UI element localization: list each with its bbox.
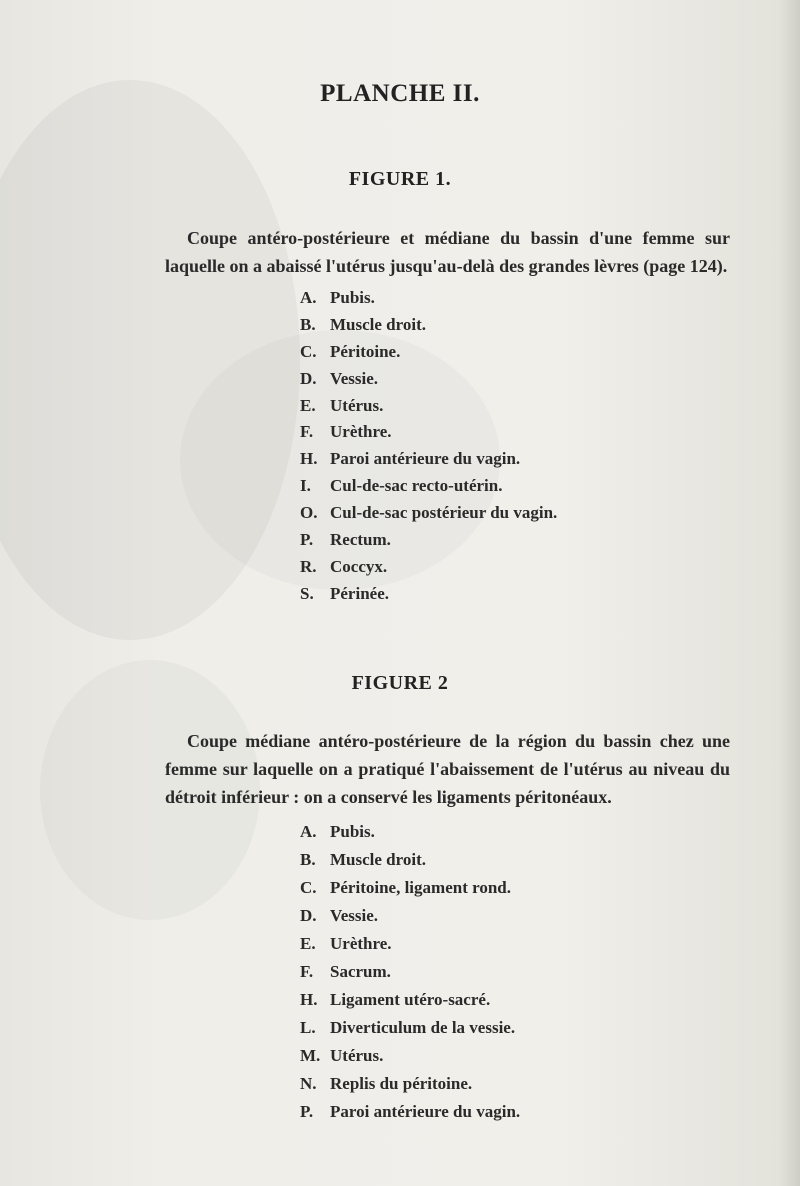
legend-label: Utérus. xyxy=(330,395,384,415)
legend-key: L. xyxy=(300,1018,316,1037)
legend-label: Sacrum. xyxy=(330,962,391,981)
legend-label: Périnée. xyxy=(330,583,389,603)
legend-label: Paroi antérieure du vagin. xyxy=(330,1102,521,1121)
legend-item xyxy=(300,1042,520,1070)
legend-key: A. xyxy=(300,288,317,307)
legend-key: R. xyxy=(300,556,317,576)
legend-item xyxy=(300,1070,520,1098)
legend-label: Péritoine. xyxy=(330,341,401,361)
legend-label: Utérus. xyxy=(330,1046,384,1065)
legend-item xyxy=(300,874,520,902)
legend-item xyxy=(300,986,520,1014)
legend-item xyxy=(300,500,557,527)
legend-key: C. xyxy=(300,878,317,897)
legend-label: Cul-de-sac recto-utérin. xyxy=(330,476,503,496)
legend-item xyxy=(300,958,520,986)
legend-label: Urèthre. xyxy=(330,422,392,442)
legend-key: S. xyxy=(300,583,314,603)
legend-key: F. xyxy=(300,422,314,442)
figure-1-description: Coupe antéro-postérieure et médiane du bassin d'une femme sur laquelle on a abaissé l'utérus jusqu'au-delà des grandes lèvres (page 124). xyxy=(165,228,730,276)
figure-2-legend xyxy=(300,818,520,1126)
legend-item xyxy=(300,846,520,874)
legend-key: A. xyxy=(300,822,317,841)
legend-item xyxy=(300,1014,520,1042)
figure-2-title: FIGURE 2 xyxy=(351,672,449,694)
legend-label: Péritoine, ligament rond. xyxy=(330,878,511,897)
legend-key: E. xyxy=(300,395,316,415)
legend-key: P. xyxy=(300,1102,314,1121)
legend-key: D. xyxy=(300,906,317,925)
legend-item xyxy=(300,285,557,312)
legend-key: B. xyxy=(300,850,316,869)
legend-label: Muscle droit. xyxy=(330,314,427,334)
legend-key: E. xyxy=(300,934,316,953)
legend-item xyxy=(300,339,557,366)
legend-label: Vessie. xyxy=(330,906,379,925)
legend-item xyxy=(300,554,557,581)
legend-label: Paroi antérieure du vagin. xyxy=(330,449,521,469)
legend-item xyxy=(300,902,520,930)
legend-label: Pubis. xyxy=(330,288,375,307)
legend-item xyxy=(300,419,557,446)
legend-item xyxy=(300,446,557,473)
legend-label: Ligament utéro-sacré. xyxy=(330,990,491,1009)
legend-label: Urèthre. xyxy=(330,934,392,953)
legend-label: Diverticulum de la vessie. xyxy=(330,1018,516,1037)
legend-label: Cul-de-sac postérieur du vagin. xyxy=(330,503,558,523)
legend-item xyxy=(300,312,557,339)
legend-key: D. xyxy=(300,368,317,388)
legend-label: Vessie. xyxy=(330,368,379,388)
legend-label: Pubis. xyxy=(330,822,375,841)
figure-2-description: Coupe médiane antéro-postérieure de la région du bassin chez une femme sur laquelle on a pratiqué l'abaissement de l'utérus au niveau du détroit inférieur : on a conservé les ligaments péritonéaux. xyxy=(165,731,730,807)
legend-key: H. xyxy=(300,990,318,1009)
legend-item xyxy=(300,1098,520,1126)
legend-key: P. xyxy=(300,530,314,550)
legend-item xyxy=(300,818,520,846)
legend-item xyxy=(300,527,557,554)
figure-1-legend xyxy=(300,285,557,608)
legend-key: C. xyxy=(300,341,317,361)
legend-item xyxy=(300,366,557,393)
legend-key: F. xyxy=(300,962,314,981)
legend-key: O. xyxy=(300,503,318,523)
legend-item xyxy=(300,473,557,500)
legend-key: M. xyxy=(300,1046,321,1065)
figure-1-title: FIGURE 1. xyxy=(348,168,452,190)
legend-item xyxy=(300,581,557,608)
legend-label: Rectum. xyxy=(330,530,391,550)
legend-key: H. xyxy=(300,449,318,469)
legend-key: B. xyxy=(300,314,316,334)
legend-item xyxy=(300,393,557,420)
legend-label: Coccyx. xyxy=(330,556,388,576)
legend-key: I. xyxy=(300,476,311,496)
plate-title: PLANCHE II. xyxy=(320,80,480,107)
legend-label: Muscle droit. xyxy=(330,850,427,869)
legend-item xyxy=(300,930,520,958)
legend-label: Replis du péritoine. xyxy=(330,1074,473,1093)
legend-key: N. xyxy=(300,1074,317,1093)
